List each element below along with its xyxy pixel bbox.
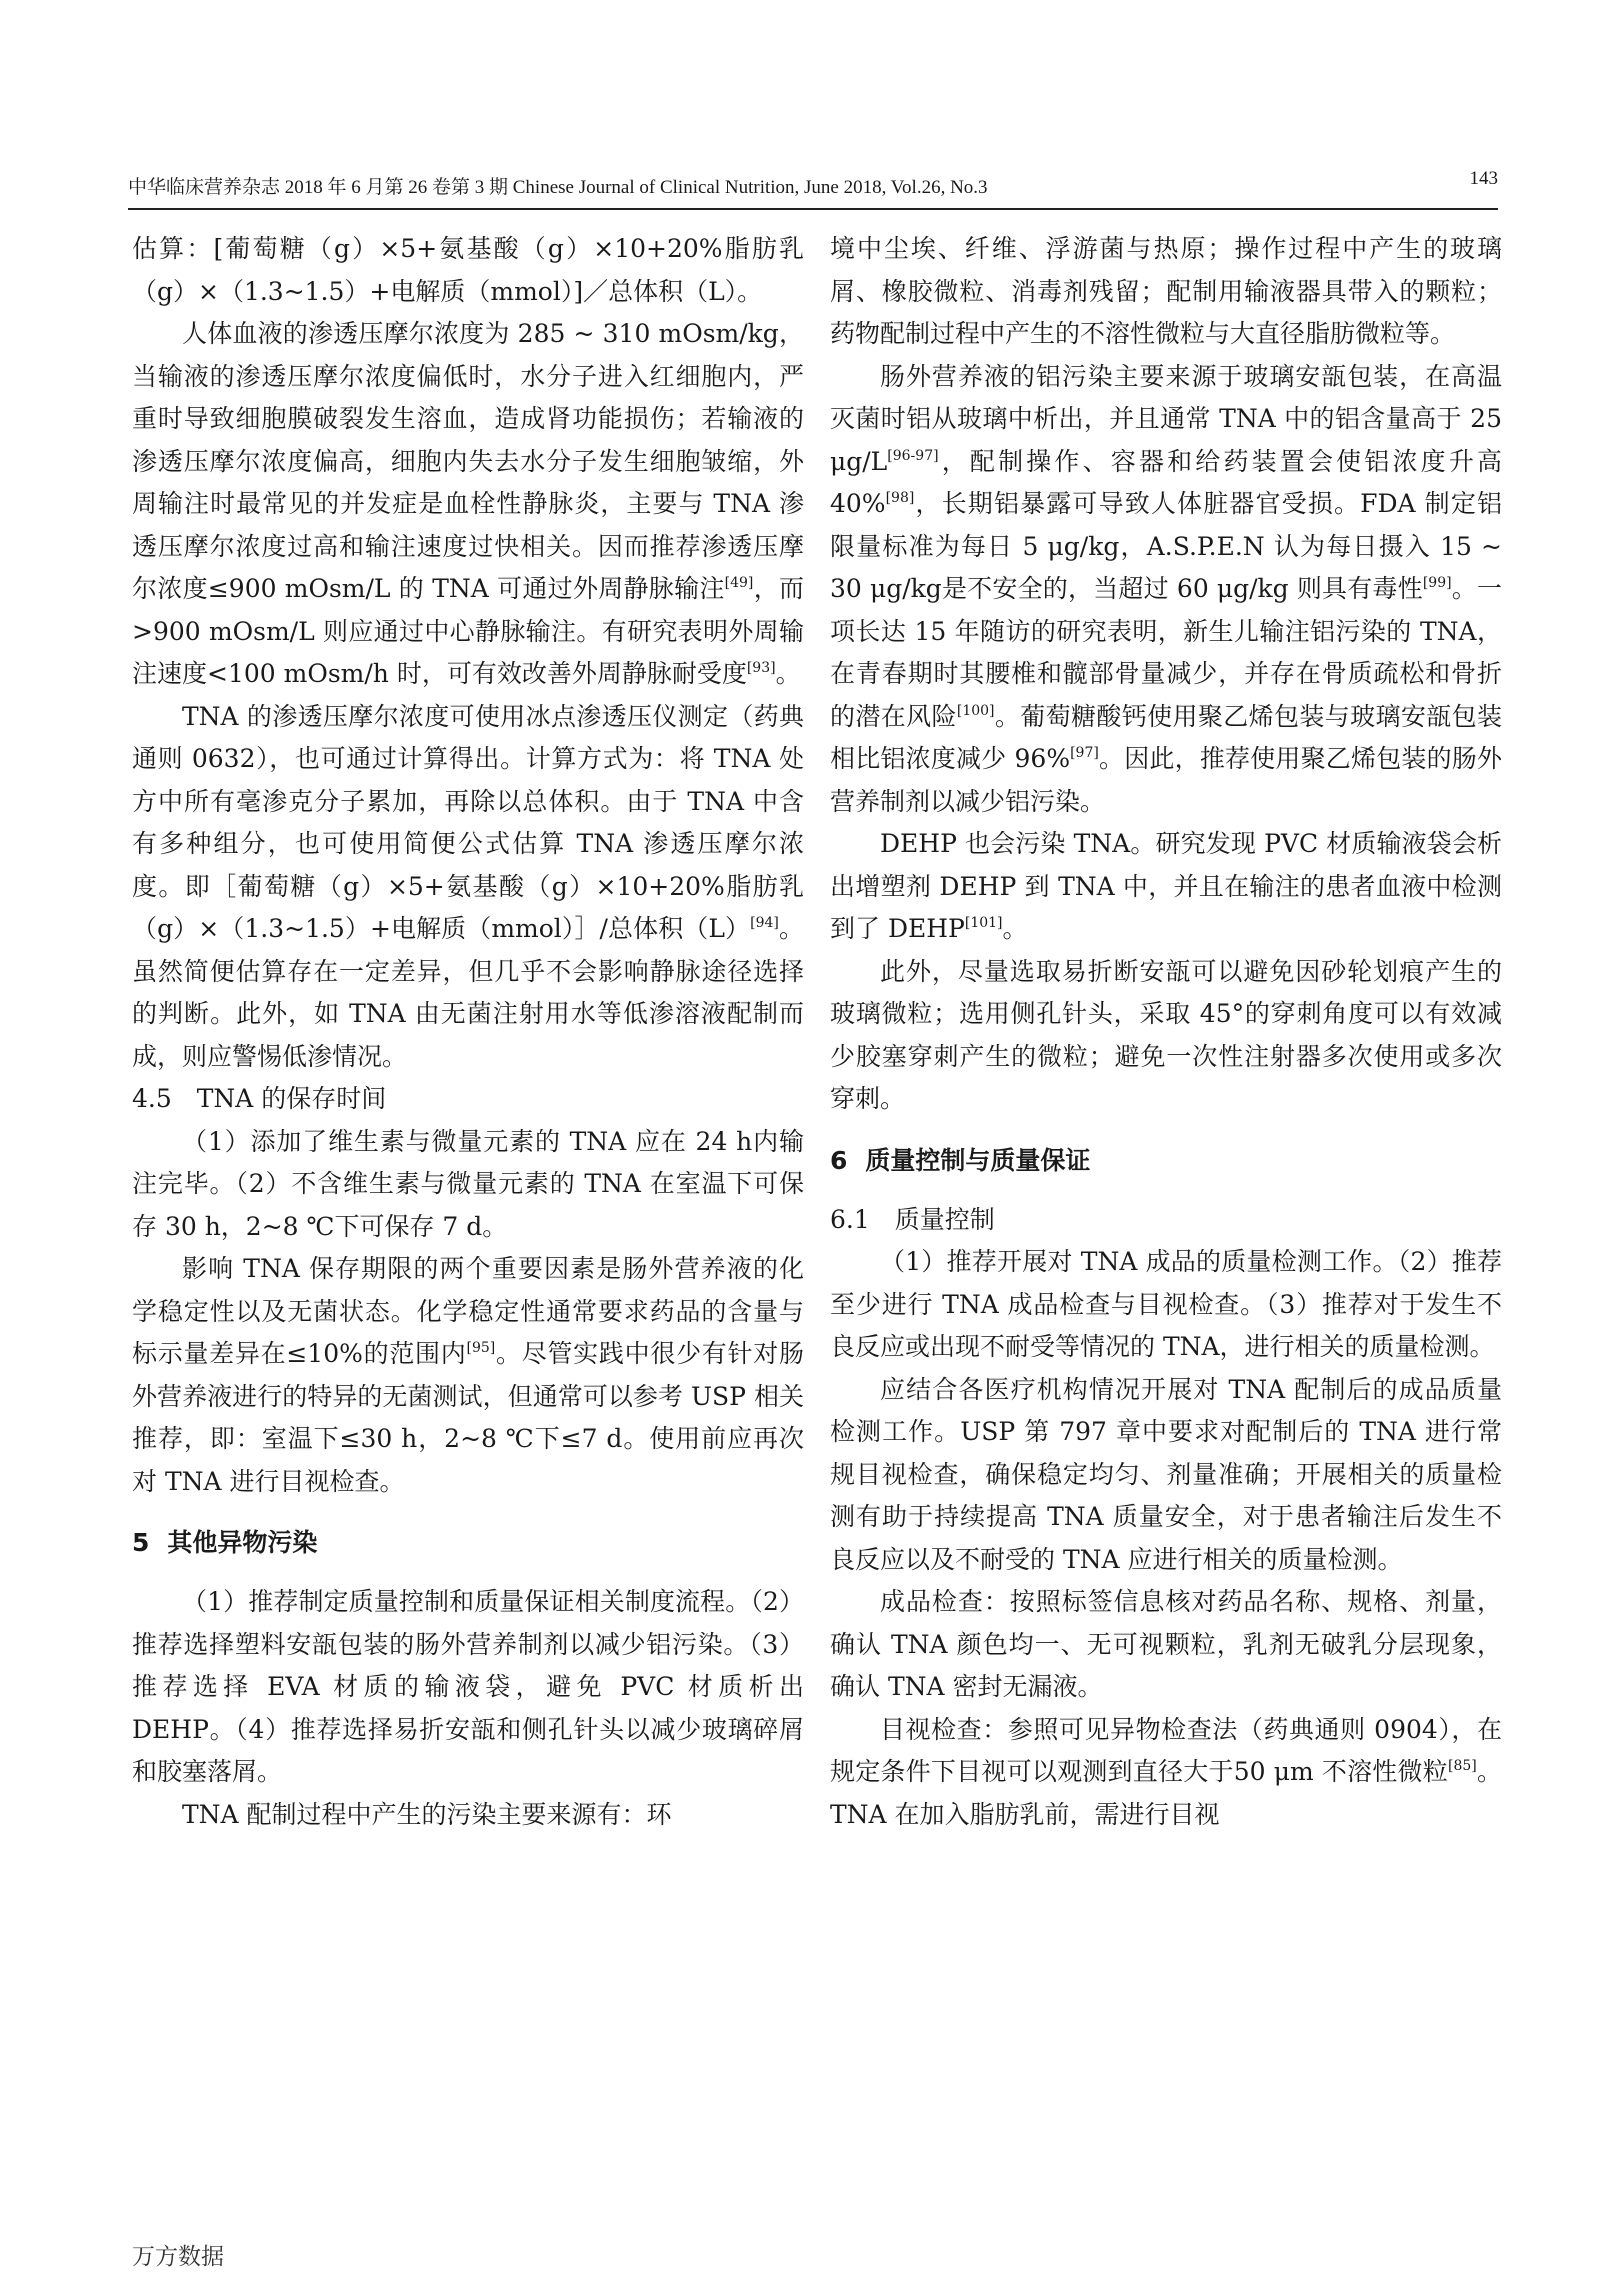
paragraph: TNA 配制过程中产生的污染主要来源有：环 <box>182 1799 672 1829</box>
running-header <box>128 168 1498 210</box>
right-column <box>830 228 1502 1836</box>
subsection-heading: 4.5 TNA 的保存时间 <box>132 1084 387 1113</box>
citation: [99] <box>1422 575 1452 591</box>
citation: [85] <box>1448 1758 1477 1774</box>
paragraph: 肠外营养液的铝污染主要来源于玻璃安瓿包装，在高温灭菌时铝从玻璃中析出，并且通常 TNA 中的铝含量高于 25 μg/L[96-97]，配制操作、容器和给药装置会使铝浓度升高 40%[98]，长期铝暴露可导致人体脏器官受损。FDA 制定铝限量标准为每日 5 μg/kg，A.S.P.E.N 认为每日摄入 15 ~ 30 μg/kg是不安全的，当超过 60 μg/kg 则具有毒性[99]。一项长达 15 年随访的研究表明，新生儿输注铝污染的 TNA，在青春期时其腰椎和髋部骨量减少，并存在骨质疏松和骨折的潜在风险[100]。葡萄糖酸钙使用聚乙烯包装与玻璃安瓿包装相比铝浓度减少 96%[97]。因此，推荐使用聚乙烯包装的肠外营养制剂以减少铝污染。 <box>830 361 1502 816</box>
paragraph: 影响 TNA 保存期限的两个重要因素是肠外营养液的化学稳定性以及无菌状态。化学稳定性通常要求药品的含量与标示量差异在≤10%的范围内[95]。尽管实践中很少有针对肠外营养液进行的特异的无菌测试，但通常可以参考 USP 相关推荐，即：室温下≤30 h，2~8 ℃下≤7 d。使用前应再次对 TNA 进行目视检查。 <box>132 1254 804 1496</box>
paragraph: 此外，尽量选取易折断安瓿可以避免因砂轮划痕产生的玻璃微粒；选用侧孔针头，采取 45°的穿刺角度可以有效减少胶塞穿刺产生的微粒；避免一次性注射器多次使用或多次穿刺。 <box>830 956 1502 1113</box>
paragraph: 应结合各医疗机构情况开展对 TNA 配制后的成品质量检测工作。USP 第 797 章中要求对配制后的 TNA 进行常规目视检查，确保稳定均匀、剂量准确；开展相关的质量检测有助于持续提高 TNA 质量安全，对于患者输注后发生不良反应以及不耐受的 TNA 应进行相关的质量检测。 <box>830 1374 1502 1574</box>
citation: [96-97] <box>887 447 939 464</box>
citation: [93] <box>746 660 776 676</box>
subsection-heading: 6.1 质量控制 <box>830 1204 995 1234</box>
citation: [101] <box>964 915 1003 931</box>
paragraph: 估算：[葡萄糖（g）×5+氨基酸（g）×10+20%脂肪乳（g）×（1.3~1.5）+电解质（mmol）]／总体积（L）。 <box>132 234 804 306</box>
paragraph: （1）添加了维生素与微量元素的 TNA 应在 24 h内输注完毕。（2）不含维生素与微量元素的 TNA 在室温下可保存 30 h，2~8 ℃下可保存 7 d。 <box>132 1126 804 1241</box>
paragraph: （1）推荐开展对 TNA 成品的质量检测工作。（2）推荐至少进行 TNA 成品检查与目视检查。（3）推荐对于发生不良反应或出现不耐受等情况的 TNA，进行相关的质量检测。 <box>830 1247 1502 1361</box>
paragraph: 人体血液的渗透压摩尔浓度为 285 ~ 310 mOsm/kg，当输液的渗透压摩尔浓度偏低时，水分子进入红细胞内，严重时导致细胞膜破裂发生溶血，造成肾功能损伤；若输液的渗透压摩尔浓度偏高，细胞内失去水分子发生细胞皱缩，外周输注时最常见的并发症是血栓性静脉炎，主要与 TNA 渗透压摩尔浓度过高和输注速度过快相关。因而推荐渗透压摩尔浓度≤900 mOsm/L 的 TNA 可通过外周静脉输注[49]，而>900 mOsm/L 则应通过中心静脉输注。有研究表明外周输注速度<100 mOsm/h 时，可有效改善外周静脉耐受度[93]。 <box>132 319 804 688</box>
citation: [100] <box>956 702 995 719</box>
citation: [98] <box>885 490 915 506</box>
left-column <box>132 228 804 1836</box>
citation: [49] <box>724 575 754 591</box>
page-number: 143 <box>1469 168 1498 189</box>
paragraph: DEHP 也会污染 TNA。研究发现 PVC 材质输液袋会析出增塑剂 DEHP 到 TNA 中，并且在输注的患者血液中检测到了 DEHP[101]。 <box>830 829 1502 943</box>
citation: [94] <box>750 915 779 931</box>
paragraph: （1）推荐制定质量控制和质量保证相关制度流程。（2）推荐选择塑料安瓿包装的肠外营养制剂以减少铝污染。（3）推荐选择 EVA 材质的输液袋，避免 PVC 材质析出 DEHP。（4）推荐选择易折安瓿和侧孔针头以减少玻璃碎屑和胶塞落屑。 <box>132 1587 804 1786</box>
source-watermark: 万方数据 <box>132 2244 224 2270</box>
running-title: 中华临床营养杂志 2018 年 6 月第 26 卷第 3 期 Chinese Journal of Clinical Nutrition, June 2018, Vol.26, No.3 <box>128 177 988 198</box>
paragraph: 目视检查：参照可见异物检查法（药典通则 0904），在规定条件下目视可以观测到直径大于50 μm 不溶性微粒[85]。TNA 在加入脂肪乳前，需进行目视 <box>830 1714 1502 1829</box>
citation: [95] <box>466 1340 496 1356</box>
paragraph: 成品检查：按照标签信息核对药品名称、规格、剂量，确认 TNA 颜色均一、无可视颗粒，乳剂无破乳分层现象，确认 TNA 密封无漏液。 <box>830 1587 1502 1701</box>
section-heading: 6 质量控制与质量保证 <box>830 1145 1091 1175</box>
paragraph: 境中尘埃、纤维、浮游菌与热原；操作过程中产生的玻璃屑、橡胶微粒、消毒剂残留；配制用输液器具带入的颗粒；药物配制过程中产生的不溶性微粒与大直径脂肪微粒等。 <box>830 234 1502 348</box>
paragraph: TNA 的渗透压摩尔浓度可使用冰点渗透压仪测定（药典通则 0632），也可通过计算得出。计算方式为：将 TNA 处方中所有毫渗克分子累加，再除以总体积。由于 TNA 中含有多种组分，也可使用简便公式估算 TNA 渗透压摩尔浓度。即［葡萄糖（g）×5+氨基酸（g）×10+20%脂肪乳（g）×（1.3~1.5）+电解质（mmol）］/总体积（L）[94]。虽然简便估算存在一定差异，但几乎不会影响静脉途径选择的判断。此外，如 TNA 由无菌注射用水等低渗溶液配制而成，则应警惕低渗情况。 <box>132 701 804 1071</box>
section-heading: 5 其他异物污染 <box>132 1528 318 1557</box>
citation: [97] <box>1070 745 1099 761</box>
